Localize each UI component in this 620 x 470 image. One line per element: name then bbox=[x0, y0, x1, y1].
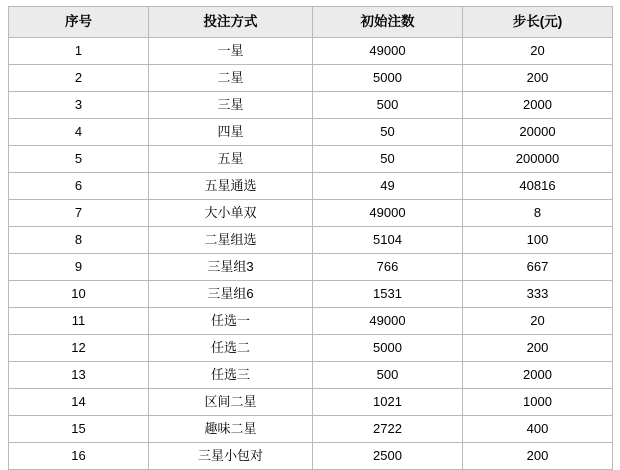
cell-bet-mode: 三星组6 bbox=[149, 281, 313, 308]
cell-index: 10 bbox=[9, 281, 149, 308]
cell-step: 8 bbox=[463, 200, 613, 227]
table-header bbox=[9, 7, 613, 38]
column-header-initial-count: 初始注数 bbox=[313, 7, 463, 38]
cell-bet-mode: 大小单双 bbox=[149, 200, 313, 227]
table-row bbox=[9, 146, 613, 173]
cell-initial-count: 5000 bbox=[313, 65, 463, 92]
table-body bbox=[9, 38, 613, 470]
cell-initial-count: 49000 bbox=[313, 200, 463, 227]
cell-step: 333 bbox=[463, 281, 613, 308]
column-header-index: 序号 bbox=[9, 7, 149, 38]
cell-step: 40816 bbox=[463, 173, 613, 200]
cell-index: 5 bbox=[9, 146, 149, 173]
cell-step: 20000 bbox=[463, 119, 613, 146]
cell-bet-mode: 五星 bbox=[149, 146, 313, 173]
cell-initial-count: 500 bbox=[313, 362, 463, 389]
cell-step: 100 bbox=[463, 227, 613, 254]
table-row bbox=[9, 92, 613, 119]
cell-initial-count: 50 bbox=[313, 119, 463, 146]
cell-initial-count: 1021 bbox=[313, 389, 463, 416]
cell-bet-mode: 二星 bbox=[149, 65, 313, 92]
cell-bet-mode: 区间二星 bbox=[149, 389, 313, 416]
cell-index: 8 bbox=[9, 227, 149, 254]
cell-initial-count: 50 bbox=[313, 146, 463, 173]
cell-bet-mode: 三星 bbox=[149, 92, 313, 119]
cell-bet-mode: 任选三 bbox=[149, 362, 313, 389]
table-row bbox=[9, 416, 613, 443]
table-row bbox=[9, 362, 613, 389]
cell-bet-mode: 趣味二星 bbox=[149, 416, 313, 443]
cell-bet-mode: 三星组3 bbox=[149, 254, 313, 281]
table-row bbox=[9, 38, 613, 65]
cell-index: 15 bbox=[9, 416, 149, 443]
cell-step: 400 bbox=[463, 416, 613, 443]
table-row bbox=[9, 227, 613, 254]
cell-step: 667 bbox=[463, 254, 613, 281]
cell-step: 20 bbox=[463, 38, 613, 65]
cell-initial-count: 766 bbox=[313, 254, 463, 281]
cell-index: 12 bbox=[9, 335, 149, 362]
cell-bet-mode: 任选二 bbox=[149, 335, 313, 362]
cell-step: 200 bbox=[463, 335, 613, 362]
cell-index: 9 bbox=[9, 254, 149, 281]
cell-index: 4 bbox=[9, 119, 149, 146]
cell-bet-mode: 三星小包对 bbox=[149, 443, 313, 470]
cell-step: 2000 bbox=[463, 362, 613, 389]
cell-initial-count: 2722 bbox=[313, 416, 463, 443]
cell-initial-count: 49 bbox=[313, 173, 463, 200]
table-row bbox=[9, 281, 613, 308]
table-row bbox=[9, 443, 613, 470]
cell-initial-count: 1531 bbox=[313, 281, 463, 308]
cell-index: 16 bbox=[9, 443, 149, 470]
cell-index: 7 bbox=[9, 200, 149, 227]
cell-index: 6 bbox=[9, 173, 149, 200]
cell-initial-count: 49000 bbox=[313, 38, 463, 65]
cell-step: 200 bbox=[463, 443, 613, 470]
cell-step: 1000 bbox=[463, 389, 613, 416]
table-header-row bbox=[9, 7, 613, 38]
table-row bbox=[9, 308, 613, 335]
cell-bet-mode: 四星 bbox=[149, 119, 313, 146]
cell-initial-count: 500 bbox=[313, 92, 463, 119]
cell-index: 13 bbox=[9, 362, 149, 389]
cell-index: 11 bbox=[9, 308, 149, 335]
column-header-step: 步长(元) bbox=[463, 7, 613, 38]
bet-methods-table bbox=[8, 6, 613, 470]
cell-index: 3 bbox=[9, 92, 149, 119]
table-row bbox=[9, 335, 613, 362]
cell-index: 14 bbox=[9, 389, 149, 416]
cell-step: 20 bbox=[463, 308, 613, 335]
cell-step: 200000 bbox=[463, 146, 613, 173]
cell-initial-count: 2500 bbox=[313, 443, 463, 470]
cell-bet-mode: 任选一 bbox=[149, 308, 313, 335]
table-row bbox=[9, 389, 613, 416]
table-row bbox=[9, 200, 613, 227]
cell-initial-count: 5000 bbox=[313, 335, 463, 362]
cell-bet-mode: 一星 bbox=[149, 38, 313, 65]
cell-step: 200 bbox=[463, 65, 613, 92]
cell-step: 2000 bbox=[463, 92, 613, 119]
column-header-bet-mode: 投注方式 bbox=[149, 7, 313, 38]
table-row bbox=[9, 65, 613, 92]
table-row bbox=[9, 173, 613, 200]
table-row bbox=[9, 254, 613, 281]
cell-index: 1 bbox=[9, 38, 149, 65]
cell-index: 2 bbox=[9, 65, 149, 92]
cell-initial-count: 5104 bbox=[313, 227, 463, 254]
cell-bet-mode: 五星通选 bbox=[149, 173, 313, 200]
cell-bet-mode: 二星组选 bbox=[149, 227, 313, 254]
cell-initial-count: 49000 bbox=[313, 308, 463, 335]
table-row bbox=[9, 119, 613, 146]
